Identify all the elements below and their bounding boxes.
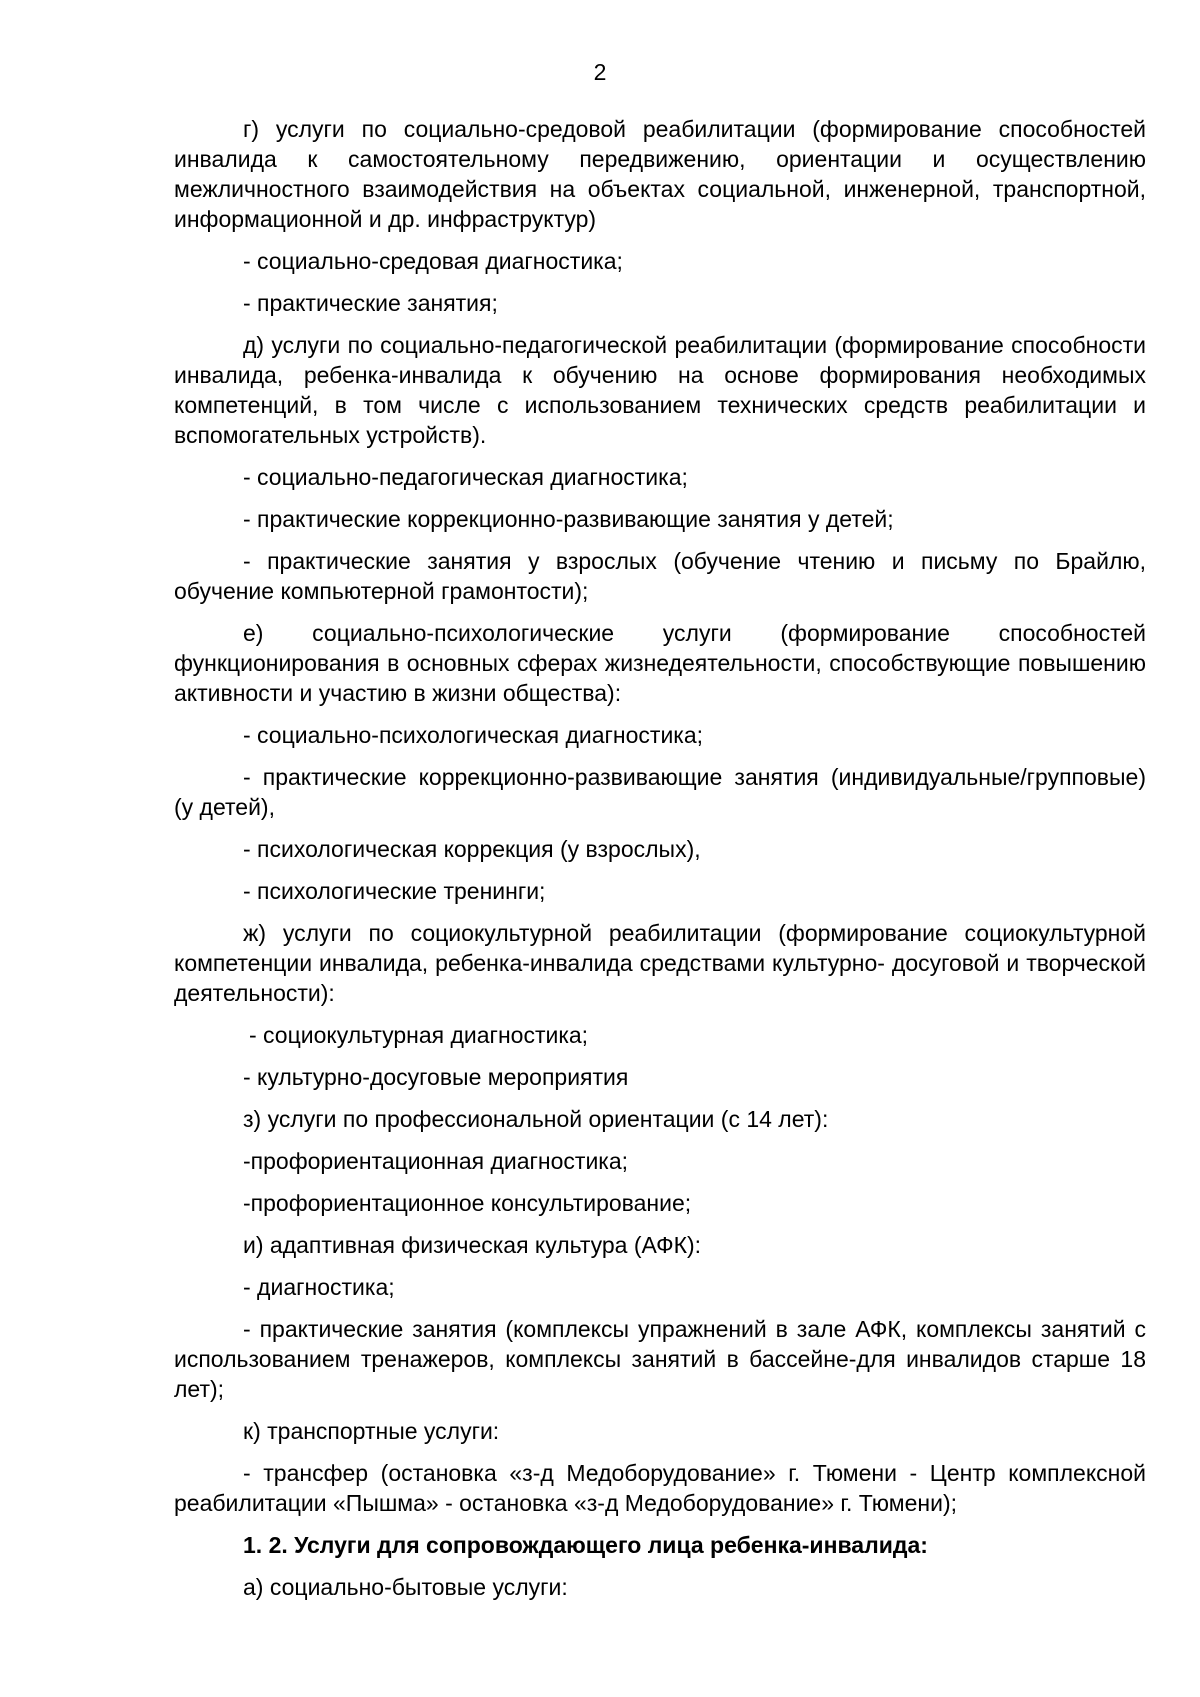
list-item-social-psychological-diagnostics: - социально-психологическая диагностика; bbox=[243, 722, 704, 748]
paragraph-adaptive-physical-culture: и) адаптивная физическая культура (АФК): bbox=[243, 1232, 702, 1258]
list-item-social-pedagogical-diagnostics: - социально-педагогическая диагностика; bbox=[243, 464, 688, 490]
list-item-practical-exercises: - практические занятия (комплексы упражнений в зале АФК, комплексы занятий с использованием тренажеров, комплексы занятий в бассейне-для инвалидов старше 18 лет); bbox=[174, 1316, 1146, 1402]
list-item-career-guidance-consulting: -профориентационное консультирование; bbox=[243, 1190, 692, 1216]
paragraph-social-environment-services: г) услуги по социально-средовой реабилитации (формирование способностей инвалида к самостоятельному передвижению, ориентации и осуществлению межличностного взаимодействия на объектах социальной, инженерной, транспортной, информационной и др. инфраструктур) bbox=[174, 116, 1146, 232]
paragraph-social-household-services: а) социально-бытовые услуги: bbox=[243, 1574, 568, 1600]
paragraph-social-pedagogical-services: д) услуги по социально-педагогической реабилитации (формирование способности инвалида, ребенка-инвалида к обучению на основе формирования необходимых компетенций, в том числе с использованием технических средств реабилитации и вспомогательных устройств). bbox=[174, 332, 1146, 448]
document-body bbox=[174, 114, 1146, 1614]
list-item-career-guidance-diagnostics: -профориентационная диагностика; bbox=[243, 1148, 629, 1174]
list-item-sociocultural-diagnostics: - социокультурная диагностика; bbox=[249, 1022, 589, 1048]
list-item-correctional-classes-individual-group: - практические коррекционно-развивающие занятия (индивидуальные/групповые) (у детей), bbox=[174, 764, 1146, 820]
list-item-social-environment-diagnostics: - социально-средовая диагностика; bbox=[243, 248, 623, 274]
list-item-practical-classes-adults: - практические занятия у взрослых (обучение чтению и письму по Брайлю, обучение компьютерной грамонтости); bbox=[174, 548, 1146, 604]
list-item-psychological-correction: - психологическая коррекция (у взрослых), bbox=[243, 836, 701, 862]
paragraph-sociocultural-services: ж) услуги по социокультурной реабилитации (формирование социокультурной компетенции инвалида, ребенка-инвалида средствами культурно- досуговой и творческой деятельности): bbox=[174, 920, 1146, 1006]
list-item-diagnostics: - диагностика; bbox=[243, 1274, 395, 1300]
section-heading-accompanying-person: 1. 2. Услуги для сопровождающего лица ребенка-инвалида: bbox=[243, 1532, 928, 1558]
paragraph-transport-services: к) транспортные услуги: bbox=[243, 1418, 500, 1444]
paragraph-social-psychological-services: е) социально-психологические услуги (формирование способностей функционирования в основных сферах жизнедеятельности, способствующие повышению активности и участию в жизни общества): bbox=[174, 620, 1146, 706]
list-item-cultural-leisure-events: - культурно-досуговые мероприятия bbox=[243, 1064, 629, 1090]
list-item-psychological-trainings: - психологические тренинги; bbox=[243, 878, 546, 904]
list-item-transfer: - трансфер (остановка «з-д Медоборудование» г. Тюмени - Центр комплексной реабилитации «Пышма» - остановка «з-д Медоборудование» г. Тюмени); bbox=[174, 1460, 1146, 1516]
list-item-correctional-classes-children: - практические коррекционно-развивающие занятия у детей; bbox=[243, 506, 894, 532]
list-item-practical-classes: - практические занятия; bbox=[243, 290, 498, 316]
page-number: 2 bbox=[593, 59, 607, 85]
paragraph-career-guidance-services: з) услуги по профессиональной ориентации (с 14 лет): bbox=[243, 1106, 829, 1132]
